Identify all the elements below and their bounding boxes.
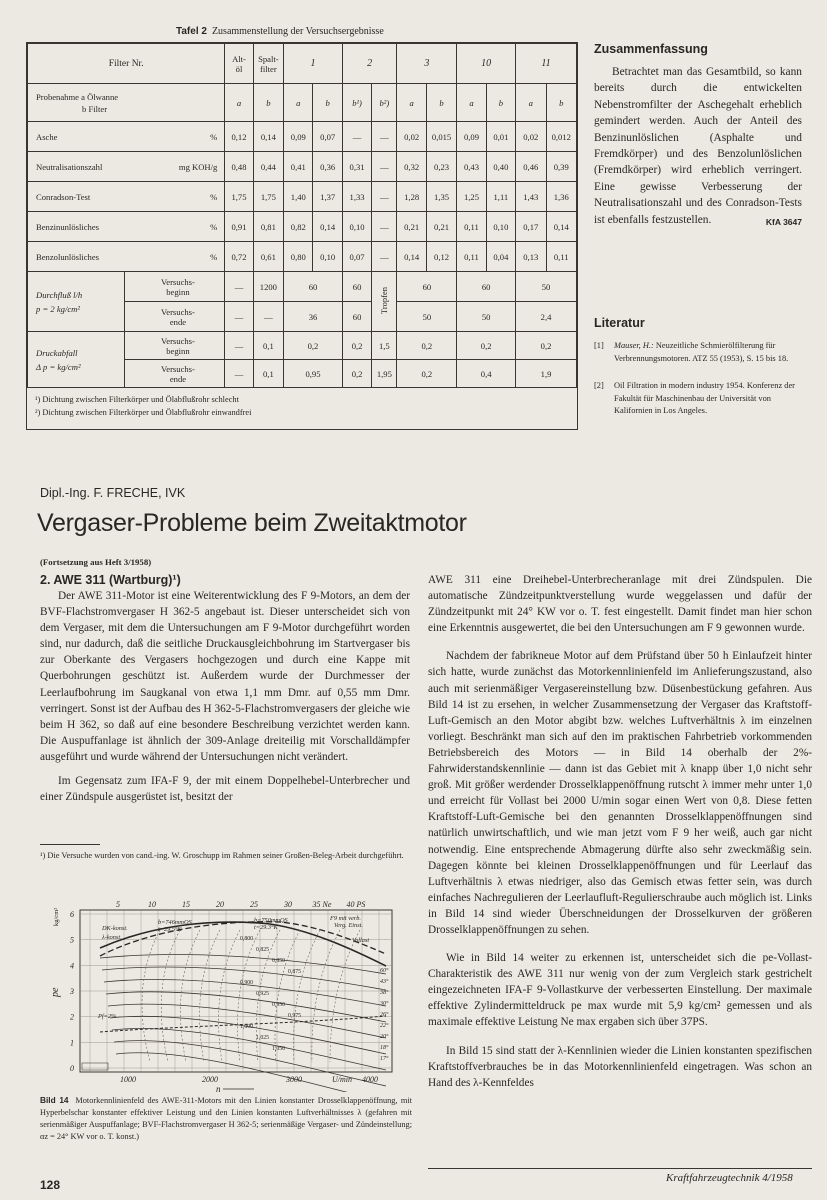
cell: 0,09	[457, 122, 486, 152]
cell: 1,75	[253, 182, 283, 212]
probe-code: b¹)	[342, 84, 371, 122]
cell: —	[225, 272, 253, 302]
cell: 0,81	[253, 212, 283, 242]
cell: 0,14	[253, 122, 283, 152]
cell: —	[342, 122, 371, 152]
y-tick-label: 0	[70, 1064, 74, 1073]
header-filter-2: 2	[342, 44, 397, 84]
throttle-value: 43°	[380, 979, 389, 985]
diagram-label: b=746mmQS	[158, 919, 192, 926]
cell: —	[372, 242, 397, 272]
table-row	[28, 182, 577, 212]
probe-code: b	[253, 84, 283, 122]
cell: 0,43	[457, 152, 486, 182]
paragraph: In Bild 15 sind statt der λ-Kennlinien wieder die Linien konstanten spezifischen Kraftstoffverbrauches be in das Motorkennlinienfeld eingetragen. Was schon an Hand des λ-Kennfeldes	[428, 1044, 812, 1089]
cell: 60	[342, 302, 371, 332]
tropfen-cell: Tropfen	[372, 272, 397, 332]
cell: 0,41	[284, 152, 313, 182]
cell: 0,23	[426, 152, 456, 182]
probe-code: b²)	[372, 84, 397, 122]
cell: 50	[397, 302, 457, 332]
header-spaltfilter: Spalt- filter	[253, 44, 283, 84]
cell: 0,11	[457, 242, 486, 272]
x-axis-label: n	[216, 1084, 221, 1092]
article-footnote: ¹) Die Versuche wurden von cand.-ing. W. Groschupp im Rahmen seiner Großen-Beleg-Arbeit durchgeführt.	[40, 851, 404, 860]
top-tick-label: 5	[116, 900, 120, 909]
throttle-value: 60°	[380, 968, 389, 974]
cell: 1,35	[426, 182, 456, 212]
throttle-value: 38°	[380, 990, 389, 996]
cell: —	[372, 182, 397, 212]
header-filter-10: 10	[457, 44, 516, 84]
cell: 0,10	[342, 212, 371, 242]
row-label: Neutralisationszahl mg KOH/g	[28, 152, 225, 182]
cell: 0,1	[253, 332, 283, 360]
lambda-value: 1,000	[240, 1024, 254, 1030]
y-tick-label: 2	[70, 1012, 74, 1022]
cell: 50	[516, 272, 577, 302]
page-number: 128	[40, 1178, 61, 1192]
cell: 60	[342, 272, 371, 302]
y-axis-label: pe	[50, 987, 61, 997]
probe-code: a	[284, 84, 313, 122]
paragraph: Der AWE 311-Motor ist eine Weiterentwicklung des F 9-Motors, an dem der BVF-Flachstromvergaser H 362-5 angebaut ist. Dieser unterscheidet sich von dem Vergaser, mit dem die Untersuchungen am F 9-Motor durchgeführt worden sind, nur dadurch, daß die seitliche Druckausgleichbohrung im Startvergaser bis zur Oberkante des Vergasers hochgezogen und durch eine Kappe mit Querbohrungen geschützt ist. Außerdem wurde der Durchmesser der Leerlaufbohrung im Saugkanal von etwa 1,1 mm Dmr. auf 0,55 mm Dmr. verringert. Sonst ist der Aufbau des H 362-5-Flachstromvergasers der gleiche wie beim H 362, so daß auf eine besondere Beschreibung verzichtet werden kann. Die Auspuffanlage ist ähnlich der 309-Anlage dreiteilig mit Vorschalldämpfer ausgeführt und wurde während der Untersuchungen nicht verändert.	[40, 590, 410, 763]
lambda-value: 0,850	[272, 958, 286, 964]
cell: 0,12	[225, 122, 253, 152]
probe-code: b	[486, 84, 515, 122]
table-row	[28, 122, 577, 152]
throttle-value: 17°	[380, 1056, 389, 1062]
top-tick-label: 15	[182, 900, 190, 909]
cell: 1,25	[457, 182, 486, 212]
cell: 60	[397, 272, 457, 302]
header-filter-1: 1	[284, 44, 343, 84]
probe-code: a	[457, 84, 486, 122]
literature-item: [2] Oil Filtration in modern industry 1954. Konferenz der Fakultät für Maschinenbau der Universität von Kalifornien in Los Angeles.	[594, 381, 795, 415]
top-tick-label: 40 PS	[346, 900, 366, 909]
row-label: Benzolunlösliches %	[28, 242, 225, 272]
diagram-label: t=29.3°K	[254, 924, 278, 931]
lambda-value: 0,950	[272, 1002, 286, 1008]
cell: —	[372, 212, 397, 242]
cell: —	[372, 152, 397, 182]
cell: 1,33	[342, 182, 371, 212]
cell: 1200	[253, 272, 283, 302]
cell: 2,4	[516, 302, 577, 332]
cell: 0,17	[516, 212, 546, 242]
y-unit: kg/cm²	[53, 907, 60, 926]
cell: 0,12	[426, 242, 456, 272]
cell: 0,36	[313, 152, 342, 182]
cell: 0,14	[397, 242, 426, 272]
x-tick-label: 1000	[120, 1075, 136, 1084]
table-row	[28, 212, 577, 242]
cell: 0,48	[225, 152, 253, 182]
lambda-value: 0,900	[240, 980, 254, 986]
throttle-line	[110, 1016, 386, 1054]
cell: 1,37	[313, 182, 342, 212]
cell: 0,2	[457, 332, 516, 360]
left-column	[40, 588, 410, 805]
cell: 0,32	[397, 152, 426, 182]
diagram-label: t=29.5°K	[158, 926, 182, 933]
figure-14	[40, 896, 410, 1092]
durchfluss-sub-end: Versuchs- ende	[124, 302, 225, 332]
cell: 0,61	[253, 242, 283, 272]
cell: 36	[284, 302, 343, 332]
footer-divider	[428, 1168, 812, 1169]
paragraph: Nachdem der fabrikneue Motor auf dem Prüfstand über 50 h Einlaufzeit hinter sich hatte, wurde zunächst das Motorkennlinienfeld im Anlieferungszustand, also auch mit serienmäßiger Vergasereinstellung bzw. Düsenbestückung gefahren. Aus Bild 14 ist zu ersehen, in welcher Zusammensetzung der Vergaser das Kraftstoff-Luft-Gemisch an den Motor abgibt bzw. welches Luftverhältnis λ im einzelnen vorliegt. Beschränkt man sich auf den im praktischen Fahrbetrieb vorkommenden Betriebsbereich des Motors — in Bild 14 oberhalb der 2%-Fahrwiderstandskennlinie — dann ist das Gebiet mit λ knapp über 1,0 nicht sehr groß. Mit größer werdender Drosselklappenöffnung rutscht λ immer mehr unter 1,0 und erreicht für Vollast bei 2000 U/min sogar einen Wert von 0,8. Diese fetten Kraftstoff-Luft-Gemische bei den genannten Drosselklappenöffnungen sind natürlich unwirtschaftlich, und wie man jetzt vom F 9 her weiß, auch gar nicht notwendig. Eine entsprechende Abmagerung dürfte also sehr zweckmäßig sein. Dagegen könnte bei kleinen Drosselklappenöffnungen und für Leerlauf das Luftverhältnis λ etwas niedriger, also das Gemisch etwas fetter sein, was durch einfaches Nachregulieren der Leerlaufluft-Regulierschraube auch möglich ist. Links in Bild 14 sind wieder Überschneidungen der Drosselkurven der größeren Drosselklappenöffnungen zu sehen.	[428, 650, 812, 936]
probe-code: b	[313, 84, 342, 122]
lambda-value: 1,050	[272, 1046, 286, 1052]
throttle-value: 22°	[380, 1023, 389, 1029]
y-tick-label: 5	[70, 935, 74, 945]
cell: 0,21	[426, 212, 456, 242]
summary-text: Betrachtet man das Gesamtbild, so kann bereits durch die entwickelten Nebenstromfilter der Aschegehalt erheblich gemindert werden. Auch der Anteil des Benzinunlöslichen (Asphalte und Fremdkörper) und des Benzolunlöslichen (Fremdkörper) wird erheblich verringert. Eine gewisse Verbesserung der Neutralisationszahl und des Conradson-Tests ist ebenfalls festzustellen. KfA 3647	[594, 64, 802, 230]
cell: 1,5	[372, 332, 397, 360]
diagram-label: F9 mit verb.	[330, 915, 361, 922]
cell: 0,40	[486, 152, 515, 182]
y-tick-label: 6	[70, 910, 74, 919]
cell: 0,07	[342, 242, 371, 272]
section-heading: 2. AWE 311 (Wartburg)¹)	[40, 573, 181, 587]
table-footnote-2: ²) Dichtung zwischen Filterkörper und Ölabflußrohr einwandfrei	[35, 408, 252, 417]
cell: 1,28	[397, 182, 426, 212]
cell: 0,01	[486, 122, 515, 152]
cell: 0,02	[397, 122, 426, 152]
cell: 0,02	[516, 122, 546, 152]
diagram-label: Pf=2%	[98, 1013, 117, 1020]
summary-title: Zusammenfassung	[594, 42, 708, 56]
probe-code: a	[397, 84, 426, 122]
table-row	[28, 242, 577, 272]
cell: 0,10	[486, 212, 515, 242]
cell: —	[225, 302, 253, 332]
header-filter-nr: Filter Nr.	[28, 44, 225, 84]
y-tick-label: 1	[70, 1038, 74, 1048]
diagram-label: λ-konst.	[102, 934, 122, 941]
cell: 1,40	[284, 182, 313, 212]
cell: 0,2	[342, 360, 371, 388]
journal-name: Kraftfahrzeugtechnik 4/1958	[666, 1172, 793, 1184]
row-label: Benzinunlösliches %	[28, 212, 225, 242]
lambda-value: 0,825	[256, 947, 270, 953]
cell: 0,04	[486, 242, 515, 272]
article-author: Dipl.-Ing. F. FRECHE, IVK	[40, 486, 186, 500]
cell: 1,36	[546, 182, 577, 212]
literature-item: [1] Mauser, H.: Neuzeitliche Schmierölfilterung für Verbrennungsmotoren. ATZ 55 (1953), S. 15 bis 18.	[594, 341, 789, 363]
results-table	[26, 42, 578, 430]
druck-sub-end: Versuchs- ende	[124, 360, 225, 388]
lambda-value: 0,975	[288, 1013, 302, 1019]
top-tick-label: 25	[250, 900, 258, 909]
cell: 0,82	[284, 212, 313, 242]
cell: 0,10	[313, 242, 342, 272]
probe-code: b	[546, 84, 577, 122]
cell: 50	[457, 302, 516, 332]
top-tick-label: 10	[148, 900, 156, 909]
header-altoel: Alt- öl	[225, 44, 253, 84]
top-tick-label: 20	[216, 900, 224, 909]
figure-stamp	[82, 1063, 108, 1070]
cell: 0,09	[284, 122, 313, 152]
diagram-label: Verg. Einst.	[334, 922, 363, 929]
throttle-value: 20°	[380, 1034, 389, 1040]
druck-sub-begin: Versuchs- beginn	[124, 332, 225, 360]
throttle-value: 30°	[380, 1001, 389, 1007]
cell: 1,11	[486, 182, 515, 212]
throttle-line	[102, 967, 386, 990]
row-label: Conradson-Test %	[28, 182, 225, 212]
cell: —	[225, 332, 253, 360]
x-tick-label: 3000	[286, 1075, 302, 1084]
probe-code: a	[225, 84, 253, 122]
header-filter-11: 11	[516, 44, 577, 84]
literature-title: Literatur	[594, 316, 645, 330]
cell: —	[253, 302, 283, 332]
probe-label: Probenahme a Ölwanne b Filter	[28, 84, 225, 122]
x-tick-label: 4000	[362, 1075, 378, 1084]
cell: 0,80	[284, 242, 313, 272]
cell: 0,39	[546, 152, 577, 182]
cell: 0,91	[225, 212, 253, 242]
table-footnotes	[35, 393, 251, 419]
throttle-value: 18°	[380, 1045, 389, 1051]
cell: —	[372, 122, 397, 152]
cell: 0,44	[253, 152, 283, 182]
cell: 0,95	[284, 360, 343, 388]
cell: —	[225, 360, 253, 388]
durchfluss-label: Durchfluß l/h p = 2 kg/cm²	[28, 272, 125, 332]
diagram-label: DK-konst.	[102, 925, 128, 932]
durchfluss-sub-begin: Versuchs- beginn	[124, 272, 225, 302]
diagram-label: Vollast	[352, 937, 370, 944]
cell: 1,75	[225, 182, 253, 212]
paragraph: AWE 311 eine Dreihebel-Unterbrecheranlage mit drei Zündspulen. Die automatische Zündzeitpunktverstellung wurde weggelassen und dafür der Zündzeitpunkt mit 24° KW vor o. T. fest eingestellt. Damit findet man hier schon eine Erkenntnis ausgewertet, die bei den Untersuchungen am F 9 gewonnen wurde.	[428, 574, 812, 635]
table-row	[28, 152, 577, 182]
cell: 0,015	[426, 122, 456, 152]
cell: 0,1	[253, 360, 283, 388]
lambda-value: 0,800	[240, 936, 254, 942]
probe-code: a	[516, 84, 546, 122]
cell: 0,11	[457, 212, 486, 242]
cell: 0,21	[397, 212, 426, 242]
footnote-divider	[40, 844, 100, 845]
lambda-value: 0,925	[256, 991, 270, 997]
article-title: Vergaser-Probleme beim Zweitaktmotor	[37, 509, 467, 537]
table-footnote-1: ¹) Dichtung zwischen Filterkörper und Ölabflußrohr schlecht	[35, 395, 239, 404]
cell: 0,14	[313, 212, 342, 242]
top-tick-label: 30	[284, 900, 292, 909]
cell: 0,31	[342, 152, 371, 182]
cell: 0,4	[457, 360, 516, 388]
cell: 1,95	[372, 360, 397, 388]
cell: 60	[284, 272, 343, 302]
top-tick-label: 35 Ne	[312, 900, 332, 909]
right-column	[428, 572, 812, 1091]
cell: 0,2	[342, 332, 371, 360]
table-caption: Tafel 2 Zusammenstellung der Versuchsergebnisse	[176, 26, 384, 37]
paragraph: Wie in Bild 14 weiter zu erkennen ist, unterscheidet sich die pe-Vollast-Charakteristik des AWE 311 nur wenig von der zum Vergleich stark gestrichelt eingezeichneten IFA-F 9-Vollastkurve der verbesserten Einstellung. Der maximale effektive Zylindermitteldruck pe max wurde mit 5,9 kg/cm² gemessen und als maximale effektive Leistung Ne max ergaben sich über 37PS.	[428, 952, 812, 1029]
cell: 0,14	[546, 212, 577, 242]
cell: 0,2	[516, 332, 577, 360]
x-tick-label: U/min	[332, 1075, 352, 1084]
throttle-value: 26°	[380, 1012, 389, 1018]
figure-caption: Bild 14 Motorkennlinienfeld des AWE-311-Motors mit den Linien konstanter Drosselklappenöffnung, mit Hyperbelschar konstanter effektiver Leistung und den Linien konstanten Luftverhältnisses λ (gefahren mit serienmäßiger Auspuffanlage; BVF-Flachstromvergaser H 362-5; serienmäßige Vergaser- und Zündeinstellung; αz = 24° KW vor o. T. konst.)	[40, 1095, 412, 1141]
diagram-label: b=750mmQS	[254, 917, 288, 924]
cell: 1,9	[516, 360, 577, 388]
cell: 0,46	[516, 152, 546, 182]
row-label: Asche %	[28, 122, 225, 152]
summary-ref: KfA 3647	[765, 216, 802, 227]
cell: 1,43	[516, 182, 546, 212]
cell: 0,13	[516, 242, 546, 272]
y-tick-label: 3	[70, 987, 74, 996]
cell: 0,11	[546, 242, 577, 272]
y-tick-label: 4	[70, 961, 74, 971]
lambda-value: 1,025	[256, 1035, 270, 1041]
throttle-line	[108, 1004, 386, 1038]
cell: 0,2	[397, 332, 457, 360]
paragraph: Im Gegensatz zum IFA-F 9, der mit einem Doppelhebel-Unterbrecher und einer Zündspule ausgerüstet ist, besitzt der	[40, 775, 410, 804]
x-tick-label: 2000	[202, 1075, 218, 1084]
cell: 0,07	[313, 122, 342, 152]
throttle-line	[106, 992, 386, 1022]
cell: 0,012	[546, 122, 577, 152]
cell: 0,72	[225, 242, 253, 272]
cell: 60	[457, 272, 516, 302]
engine-map-diagram	[40, 896, 410, 1092]
druckabfall-label: Druckabfall Δ p = kg/cm²	[28, 332, 125, 388]
continued-note: (Fortsetzung aus Heft 3/1958)	[40, 557, 152, 567]
header-filter-3: 3	[397, 44, 457, 84]
cell: 0,2	[397, 360, 457, 388]
lambda-value: 0,875	[288, 969, 302, 975]
cell: 0,2	[284, 332, 343, 360]
probe-code: b	[426, 84, 456, 122]
